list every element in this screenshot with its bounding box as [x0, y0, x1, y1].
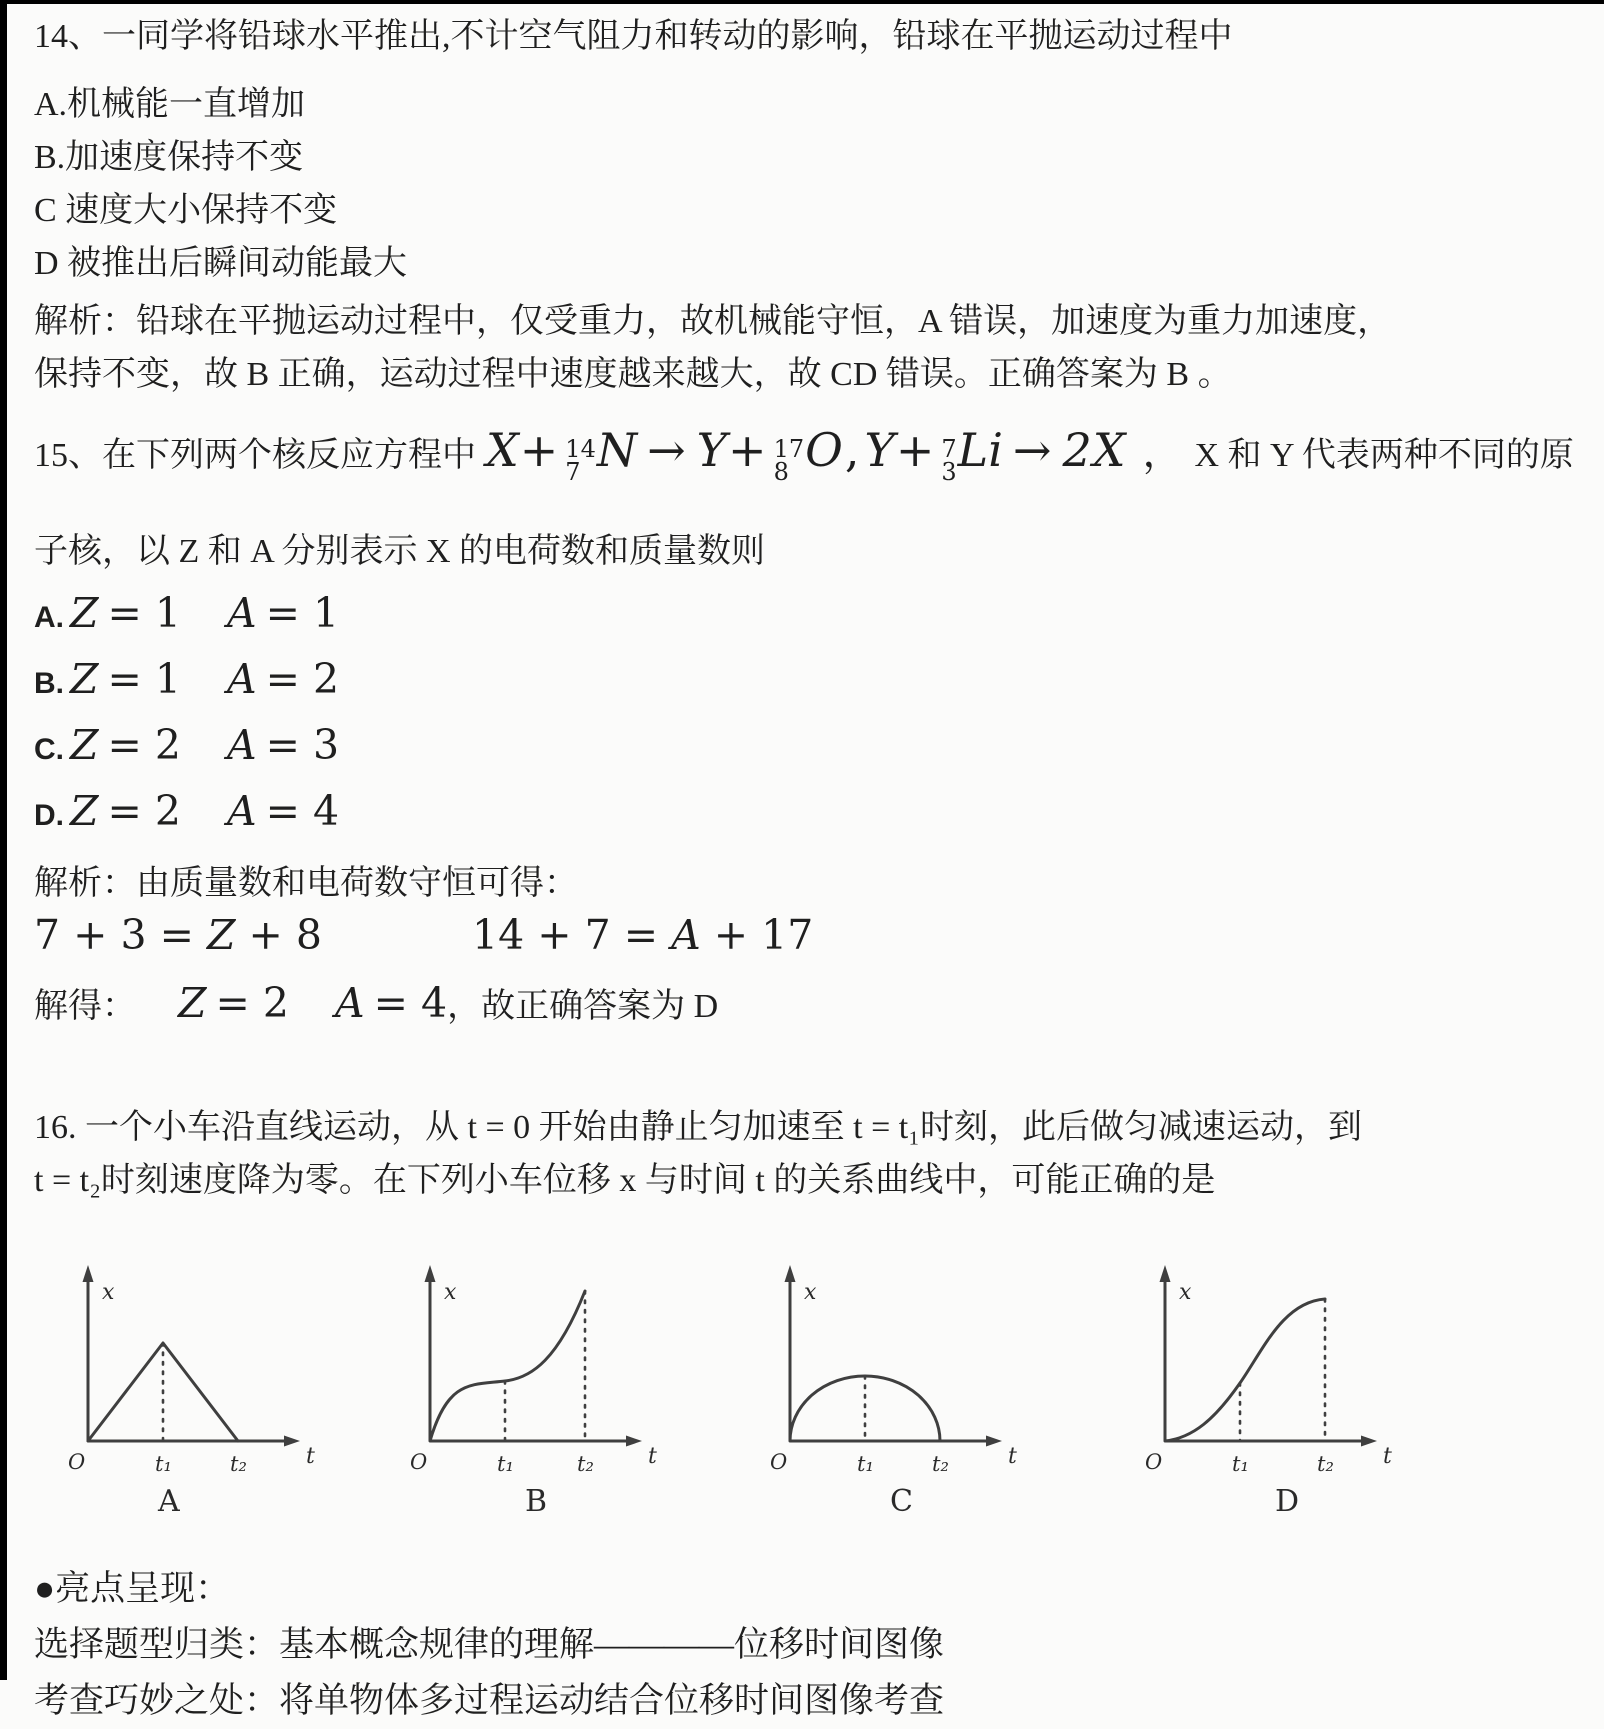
highlight-line1: 选择题型归类：基本概念规律的理解————位移时间图像 — [34, 1625, 945, 1664]
scan-left-edge — [0, 0, 7, 1680]
x-axis-label: x — [444, 1280, 457, 1305]
q15-stem-suffix: X 和 Y 代表两种不同的原 — [1194, 437, 1574, 474]
graph-letter: D — [1275, 1484, 1300, 1519]
highlight-notes — [34, 1561, 1590, 1729]
graph-D — [1135, 1251, 1405, 1521]
q15-option-a: A. Z = 1 A = 1 — [34, 589, 340, 637]
t1-label: t₁ — [497, 1452, 514, 1476]
q15-option-d: D. Z = 2 A = 4 — [34, 787, 340, 835]
highlight-line2: 考查巧妙之处：将单物体多过程运动结合位移时间图像考查 — [34, 1681, 945, 1720]
option-letter: B. — [34, 667, 64, 700]
x-axis-label: x — [102, 1280, 115, 1305]
t1-label: t₁ — [1232, 1452, 1249, 1476]
q15-low-comma: ， — [1142, 430, 1183, 475]
q16-stem-line2: t = t₂时刻速度降为零。在下列小车位移 x 与时间 t 的关系曲线中，可能正确的是 — [34, 1162, 1216, 1199]
graph-A — [58, 1251, 328, 1521]
option-letter: D. — [34, 799, 64, 832]
q14-option-c: C 速度大小保持不变 — [34, 192, 338, 229]
t-axis-label: t — [648, 1444, 657, 1469]
q14-option-a: A.机械能一直增加 — [34, 86, 306, 123]
origin-label: O — [770, 1450, 788, 1474]
t-axis-label: t — [306, 1444, 315, 1469]
q15-stem — [34, 421, 1590, 499]
x-axis-label: x — [1179, 1280, 1192, 1305]
option-letter: A. — [34, 601, 64, 634]
document-page — [34, 10, 1590, 1729]
t2-label: t₂ — [230, 1452, 247, 1476]
graph-B — [400, 1251, 670, 1521]
t-axis-label: t — [1008, 1444, 1017, 1469]
q14-options — [34, 78, 1590, 290]
t2-label: t₂ — [577, 1452, 594, 1476]
question-16 — [34, 1101, 1590, 1207]
q15-options — [34, 585, 1590, 849]
curve-s-rise — [430, 1291, 585, 1441]
option-letter: C. — [34, 733, 64, 766]
x-axis-label: x — [804, 1280, 817, 1305]
xt-graphs-row — [34, 1251, 1590, 1521]
q15-analysis-intro: 解析：由质量数和电荷数守恒可得： — [34, 865, 578, 902]
q14-option-b: B.加速度保持不变 — [34, 139, 304, 176]
q15-stem-prefix: 15、在下列两个核反应方程中 — [34, 437, 476, 474]
q14-option-d: D 被推出后瞬间动能最大 — [34, 245, 408, 282]
q15-conservation-equations: 7 + 3 = Z + 8 14 + 7 = A + 17 — [34, 911, 814, 959]
nuclear-equation: X+ 14 7 N → Y+ 17 8 O,Y+ 7 3 Li → 2X — [486, 423, 1127, 486]
graph-letter: A — [158, 1484, 180, 1519]
q14-analysis-line1: 解析：铅球在平抛运动过程中，仅受重力，故机械能守恒，A 错误，加速度为重力加速度， — [34, 303, 1392, 340]
t1-label: t₁ — [857, 1452, 874, 1476]
graph-letter: C — [890, 1484, 913, 1519]
t1-label: t₁ — [155, 1452, 172, 1476]
q15-conclusion: 解得： Z = 2 A = 4，故正确答案为 D — [34, 979, 719, 1027]
origin-label: O — [410, 1450, 428, 1474]
graph-letter: B — [525, 1484, 548, 1519]
graph-C — [760, 1251, 1030, 1521]
highlight-title: ●亮点呈现： — [34, 1569, 231, 1608]
q15-option-b: B. Z = 1 A = 2 — [34, 655, 340, 703]
q16-stem-line1: 16. 一个小车沿直线运动，从 t = 0 开始由静止匀加速至 t = t₁时刻，此后做匀减速运动，到 — [34, 1109, 1363, 1146]
q14-stem: 14、一同学将铅球水平推出,不计空气阻力和转动的影响，铅球在平抛运动过程中 — [34, 18, 1233, 55]
curve-sigmoid — [1165, 1299, 1325, 1441]
origin-label: O — [68, 1450, 86, 1474]
scan-top-edge — [0, 0, 1604, 4]
t2-label: t₂ — [1317, 1452, 1334, 1476]
q14-analysis-line2: 保持不变，故 B 正确，运动过程中速度越来越大，故 CD 错误。正确答案为 B 。 — [34, 356, 1232, 393]
q15-stem-line2: 子核，以 Z 和 A 分别表示 X 的电荷数和质量数则 — [34, 533, 765, 570]
q15-option-c: C. Z = 2 A = 3 — [34, 721, 340, 769]
origin-label: O — [1145, 1450, 1163, 1474]
t-axis-label: t — [1383, 1444, 1392, 1469]
question-15 — [34, 421, 1590, 1038]
question-14 — [34, 10, 1590, 401]
t2-label: t₂ — [932, 1452, 949, 1476]
q14-analysis — [34, 295, 1590, 401]
